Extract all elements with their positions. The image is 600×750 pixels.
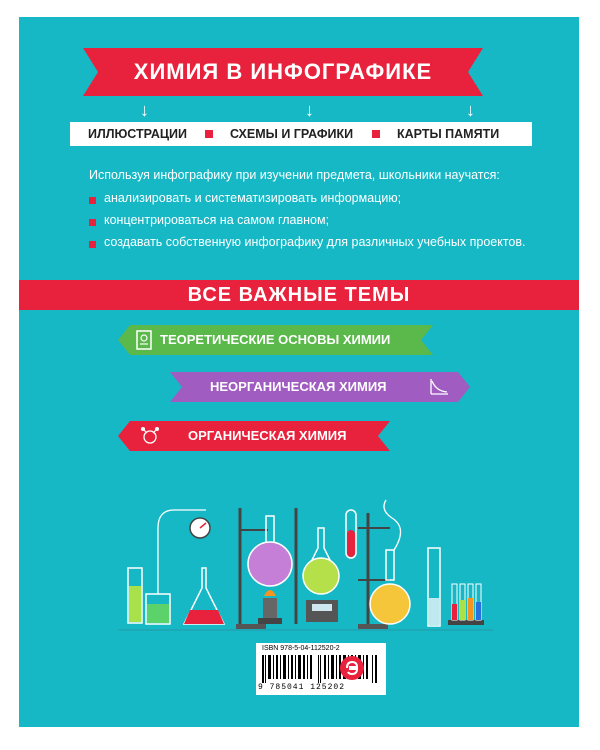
- topic-label: НЕОРГАНИЧЕСКАЯ ХИМИЯ: [210, 379, 387, 394]
- round-flask-icon: [248, 542, 292, 586]
- arrow-down-icon: ↓: [466, 100, 475, 120]
- topic-label: ТЕОРЕТИЧЕСКИЕ ОСНОВЫ ХИМИИ: [160, 332, 391, 347]
- list-item: анализировать и систематизировать информацию;: [104, 191, 402, 205]
- arrow-down-icon: ↓: [140, 100, 149, 120]
- molecule-icon: [138, 425, 162, 447]
- bullet-square-icon: [89, 241, 96, 248]
- isbn-label: ISBN 978-5-04-112520-2: [262, 645, 340, 652]
- page-title: ХИМИЯ В ИНФОГРАФИКЕ: [133, 59, 433, 84]
- intro-text: Используя инфографику при изучении предмета, школьники научатся:: [89, 168, 500, 182]
- document-gear-icon: [134, 329, 156, 351]
- list-item: концентрироваться на самом главном;: [104, 213, 330, 227]
- barcode-digits: 9 785041 125202: [258, 683, 346, 692]
- feature-item: ИЛЛЮСТРАЦИИ: [88, 127, 187, 141]
- topic-organic: [118, 421, 390, 451]
- arrow-down-icon: ↓: [305, 100, 314, 120]
- feature-item: КАРТЫ ПАМЯТИ: [397, 127, 500, 141]
- publisher-logo-icon: [339, 655, 365, 681]
- topic-label: ОРГАНИЧЕСКАЯ ХИМИЯ: [188, 428, 347, 443]
- list-item: создавать собственную инфографику для различных учебных проектов.: [104, 235, 526, 249]
- bullet-square-icon: [372, 130, 380, 138]
- title-ribbon: [83, 48, 483, 96]
- section-title: ВСЕ ВАЖНЫЕ ТЕМЫ: [187, 284, 411, 306]
- bullet-square-icon: [89, 219, 96, 226]
- bullet-square-icon: [89, 197, 96, 204]
- features-bar: [70, 122, 532, 146]
- topics-heading-bar: [19, 280, 579, 310]
- graph-curve-icon: [428, 377, 450, 397]
- topic-theory: [118, 325, 433, 355]
- topic-inorganic: [170, 372, 470, 402]
- feature-item: СХЕМЫ И ГРАФИКИ: [230, 127, 354, 141]
- bullet-square-icon: [205, 130, 213, 138]
- chemistry-lab-illustration: [118, 488, 493, 638]
